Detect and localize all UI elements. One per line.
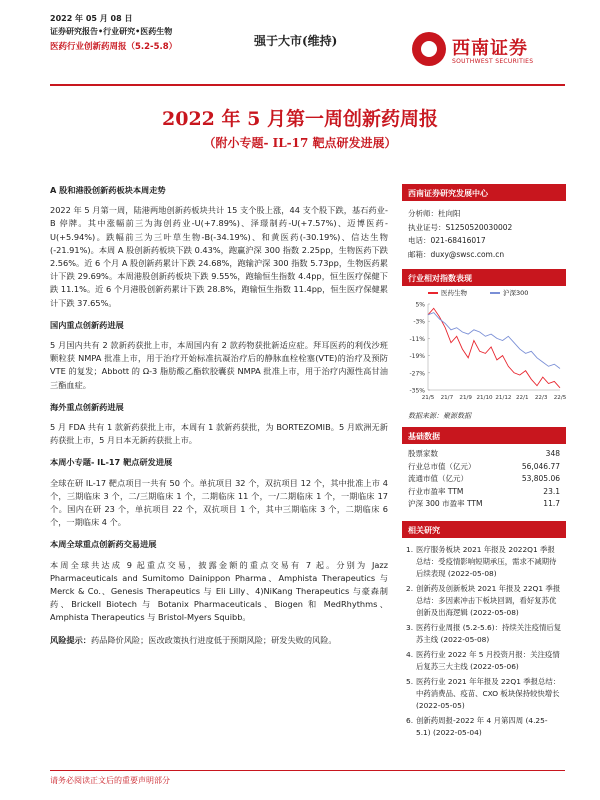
section-market bbox=[50, 184, 388, 310]
item-number: 6. bbox=[406, 715, 414, 725]
x-tick-label: 21/9 bbox=[459, 395, 472, 401]
report-title: 2022 年 5 月第一周创新药周报 bbox=[162, 108, 438, 130]
data-label: 行业市盈率 TTM bbox=[408, 486, 464, 496]
logo-name: 西南证券 bbox=[452, 38, 528, 59]
report-category: 证券研究报告•行业研究•医药生物 bbox=[50, 27, 173, 36]
analyst-name: 分析师：杜向阳 bbox=[408, 209, 461, 218]
legend-swatch bbox=[490, 292, 500, 294]
y-tick-label: -11% bbox=[409, 335, 425, 343]
industry-rating: 强于大市(维持) bbox=[254, 34, 338, 48]
item-number: 3. bbox=[406, 622, 414, 632]
logo-english-name: SOUTHWEST SECURITIES bbox=[452, 58, 534, 65]
footer-disclaimer: 请务必阅读正文后的重要声明部分 bbox=[50, 770, 565, 786]
item-text: 医药行业周报 (5.2-5.6)：持续关注疫情后复苏主线 (2022-05-08) bbox=[416, 622, 562, 644]
legend-item bbox=[428, 288, 467, 297]
data-label: 股票家数 bbox=[408, 449, 438, 458]
related-item[interactable] bbox=[406, 676, 562, 712]
section-text: 5 月国内共有 2 款新药获批上市，本周国内有 2 款药物获批新适应症。拜耳医药的利伐沙班颗粒获 NMPA 批准上市，用于治疗开始标准抗凝治疗后的静脉血栓栓塞(VTE)的治疗及预防 VTE 的复发；Abbott 的 Ω-3 脂肪酸乙酯软胶囊获 NMPA 批准上市，用于治疗内源性高甘油三酯血症。 bbox=[50, 340, 388, 390]
x-tick-label: 21/7 bbox=[440, 395, 454, 401]
risk-notice bbox=[50, 634, 388, 647]
legend-label: 沪深300 bbox=[503, 289, 529, 297]
risk-label: 风险提示： bbox=[50, 634, 91, 645]
data-row bbox=[408, 461, 560, 474]
item-text: 医药行业 2021 年年报及 22Q1 季报总结：中药消费品、疫苗、CXO 板块保持较快增长 (2022-05-05) bbox=[416, 676, 561, 710]
data-label: 流通市值（亿元） bbox=[408, 474, 468, 483]
y-tick-label: -35% bbox=[409, 387, 425, 395]
analyst-phone: 电话：021-68416017 bbox=[408, 236, 486, 245]
analyst-license: 执业证号：S1250520030002 bbox=[408, 222, 513, 232]
y-tick-label: -27% bbox=[409, 370, 425, 378]
section-heading: A 股和港股创新药板块本周走势 bbox=[50, 185, 166, 195]
analyst-info bbox=[402, 201, 566, 261]
report-date: 2022 年 05 月 08 日 bbox=[50, 14, 133, 23]
report-meta bbox=[50, 12, 177, 54]
logo-emblem-icon bbox=[412, 32, 446, 66]
y-tick-label: -3% bbox=[413, 318, 425, 326]
analyst-email[interactable]: 邮箱：duxy@swsc.com.cn bbox=[408, 249, 505, 259]
basic-data-header: 基础数据 bbox=[402, 427, 566, 444]
chart-header: 行业相对指数表现 bbox=[402, 269, 566, 286]
data-value: 53,805.06 bbox=[521, 474, 560, 483]
data-row bbox=[408, 498, 560, 511]
section-heading: 海外重点创新药进展 bbox=[50, 401, 124, 412]
x-tick-label: 22/1 bbox=[516, 395, 529, 401]
x-tick-label: 21/12 bbox=[495, 395, 512, 401]
risk-text: 药品降价风险；医改政策执行进度低于预期风险；研发失败的风险。 bbox=[90, 634, 337, 645]
data-row bbox=[408, 448, 560, 461]
item-number: 1. bbox=[406, 544, 414, 554]
related-research-list bbox=[402, 538, 566, 739]
section-text: 5 月 FDA 共有 1 款新药获批上市，本周有 1 款新药获批，为 BORTEZOMIB。5 月欧洲无新药获批上市，5 月日本无新药获批上市。 bbox=[50, 422, 388, 446]
related-research-header: 相关研究 bbox=[402, 521, 566, 538]
basic-data-table bbox=[402, 444, 566, 511]
item-text: 创新药及创新板块 2021 年报及 22Q1 季报总结：多因素冲击下板块回调，看好复苏优创新及出海逻辑 (2022-05-08) bbox=[416, 583, 561, 617]
y-tick-label: 5% bbox=[415, 301, 425, 309]
section-overseas bbox=[50, 401, 388, 448]
chart-svg bbox=[402, 298, 566, 408]
main-column bbox=[50, 184, 388, 647]
section-text: 本周全球共达成 9 起重点交易，披露金额的重点交易有 7 起。分别为 Jazz Pharmaceuticals and Sumitomo Dainippon Pharma、Amphista Therapeutics 与 Merck & Co.、Genesis Therapeutics 与 Eli Lilly、4)NiKang Therapeutics 与豪森制药、Brickell Biotech 与 Botanix Pharmaceuticals、Biogen 和 MedRhythms、Amphista Therapeutics 与 Bristol-Myers Squibb。 bbox=[50, 559, 388, 623]
data-value: 23.1 bbox=[543, 486, 560, 496]
research-center-bar: 西南证券研究发展中心 bbox=[402, 184, 566, 201]
section-deals bbox=[50, 538, 388, 624]
data-value: 348 bbox=[545, 449, 560, 458]
x-tick-label: 22/5 bbox=[553, 395, 566, 401]
data-row bbox=[408, 473, 560, 486]
item-text: 创新药周报-2022 年 4 月第四周 (4.25-5.1) (2022-05-04) bbox=[416, 715, 548, 737]
item-text: 医疗服务板块 2021 年报及 2022Q1 季报总结：受疫情影响短期承压，需求不减期待后续表现 (2022-05-08) bbox=[416, 544, 557, 578]
data-label: 沪深 300 市盈率 TTM bbox=[408, 499, 483, 508]
section-topic bbox=[50, 456, 388, 529]
section-heading: 本周小专题- IL-17 靶点研发进展 bbox=[50, 457, 173, 468]
series-line bbox=[428, 313, 560, 369]
item-number: 5. bbox=[406, 676, 414, 686]
data-value: 11.7 bbox=[543, 499, 560, 508]
data-row bbox=[408, 486, 560, 499]
section-heading: 本周全球重点创新药交易进展 bbox=[50, 539, 157, 550]
section-text: 2022 年 5 月第一周，陆港两地创新药板块共计 15 支个股上涨，44 支个股下跌，基石药业-B 停牌。其中涨幅前三为海创药业-U(+7.89%)、泽璟制药-U(+7.57%)、迈博医药-U(+5.94%)。跌幅前三为三叶草生物-B(-34.19%)、和黄医药(-30.19%)、信达生物(-21.91%)。本周 A 股创新药板块下跌 0.43%，跑赢沪深 300 指数 2.25pp，生物医药下跌 2.56%。近 6 个月 A 股创新药累计下跌 24.68%，跑输沪深 300 指数 5.73pp，生物医药累计下跌 29.69%。本周港股创新药板块下跌 9.55%，跑输恒生指数 4.4pp，恒生医疗保健下跌 11.1%。近 6 个月港股创新药累计下跌 28.8%，跑输恒生指数 11.4pp，恒生医疗保健累计下跌 37.65%。 bbox=[50, 205, 388, 308]
item-number: 2. bbox=[406, 583, 414, 593]
legend-label: 医药生物 bbox=[441, 289, 467, 297]
legend-swatch bbox=[428, 292, 438, 294]
section-domestic bbox=[50, 319, 388, 392]
index-performance-chart bbox=[402, 298, 566, 408]
y-tick-label: -19% bbox=[409, 353, 425, 361]
item-text: 医药行业 2022 年 5 月投资月报：关注疫情后复苏三大主线 (2022-05-06) bbox=[416, 649, 560, 671]
x-tick-label: 21/5 bbox=[421, 395, 435, 401]
item-number: 4. bbox=[406, 649, 414, 659]
x-tick-label: 22/3 bbox=[534, 395, 548, 401]
related-item[interactable] bbox=[406, 583, 562, 619]
data-value: 56,046.77 bbox=[521, 461, 560, 471]
legend-item bbox=[490, 288, 528, 297]
header-divider bbox=[50, 84, 565, 86]
related-item[interactable] bbox=[406, 715, 562, 739]
report-subtitle: （附小专题- IL-17 靶点研发进展） bbox=[203, 136, 397, 150]
chart-legend bbox=[402, 286, 566, 298]
sidebar bbox=[402, 184, 566, 742]
related-item[interactable] bbox=[406, 544, 562, 580]
chart-source: 数据来源：聚源数据 bbox=[408, 412, 471, 420]
series-line bbox=[428, 308, 560, 388]
brokerage-logo bbox=[412, 30, 562, 74]
weekly-label: 医药行业创新药周报（5.2-5.8） bbox=[50, 42, 178, 52]
section-text: 全球在研 IL-17 靶点项目一共有 50 个。单抗项目 32 个，双抗项目 12 个，其中批准上市 4 个，三期临床 3 个，二/三期临床 1 个，二期临床 11 个，一/二期临床 1 个，一期临床 17 个。国内在研 23 个，单抗项目 22 个，双抗项目 1 个，其中三期临床 3 个，二期临床 6 个，一期临床 4 个。 bbox=[50, 477, 388, 528]
section-heading: 国内重点创新药进展 bbox=[50, 319, 124, 330]
x-tick-label: 21/10 bbox=[476, 395, 493, 401]
related-item[interactable] bbox=[406, 649, 562, 673]
related-item[interactable] bbox=[406, 622, 562, 646]
data-label: 行业总市值（亿元） bbox=[408, 461, 476, 471]
